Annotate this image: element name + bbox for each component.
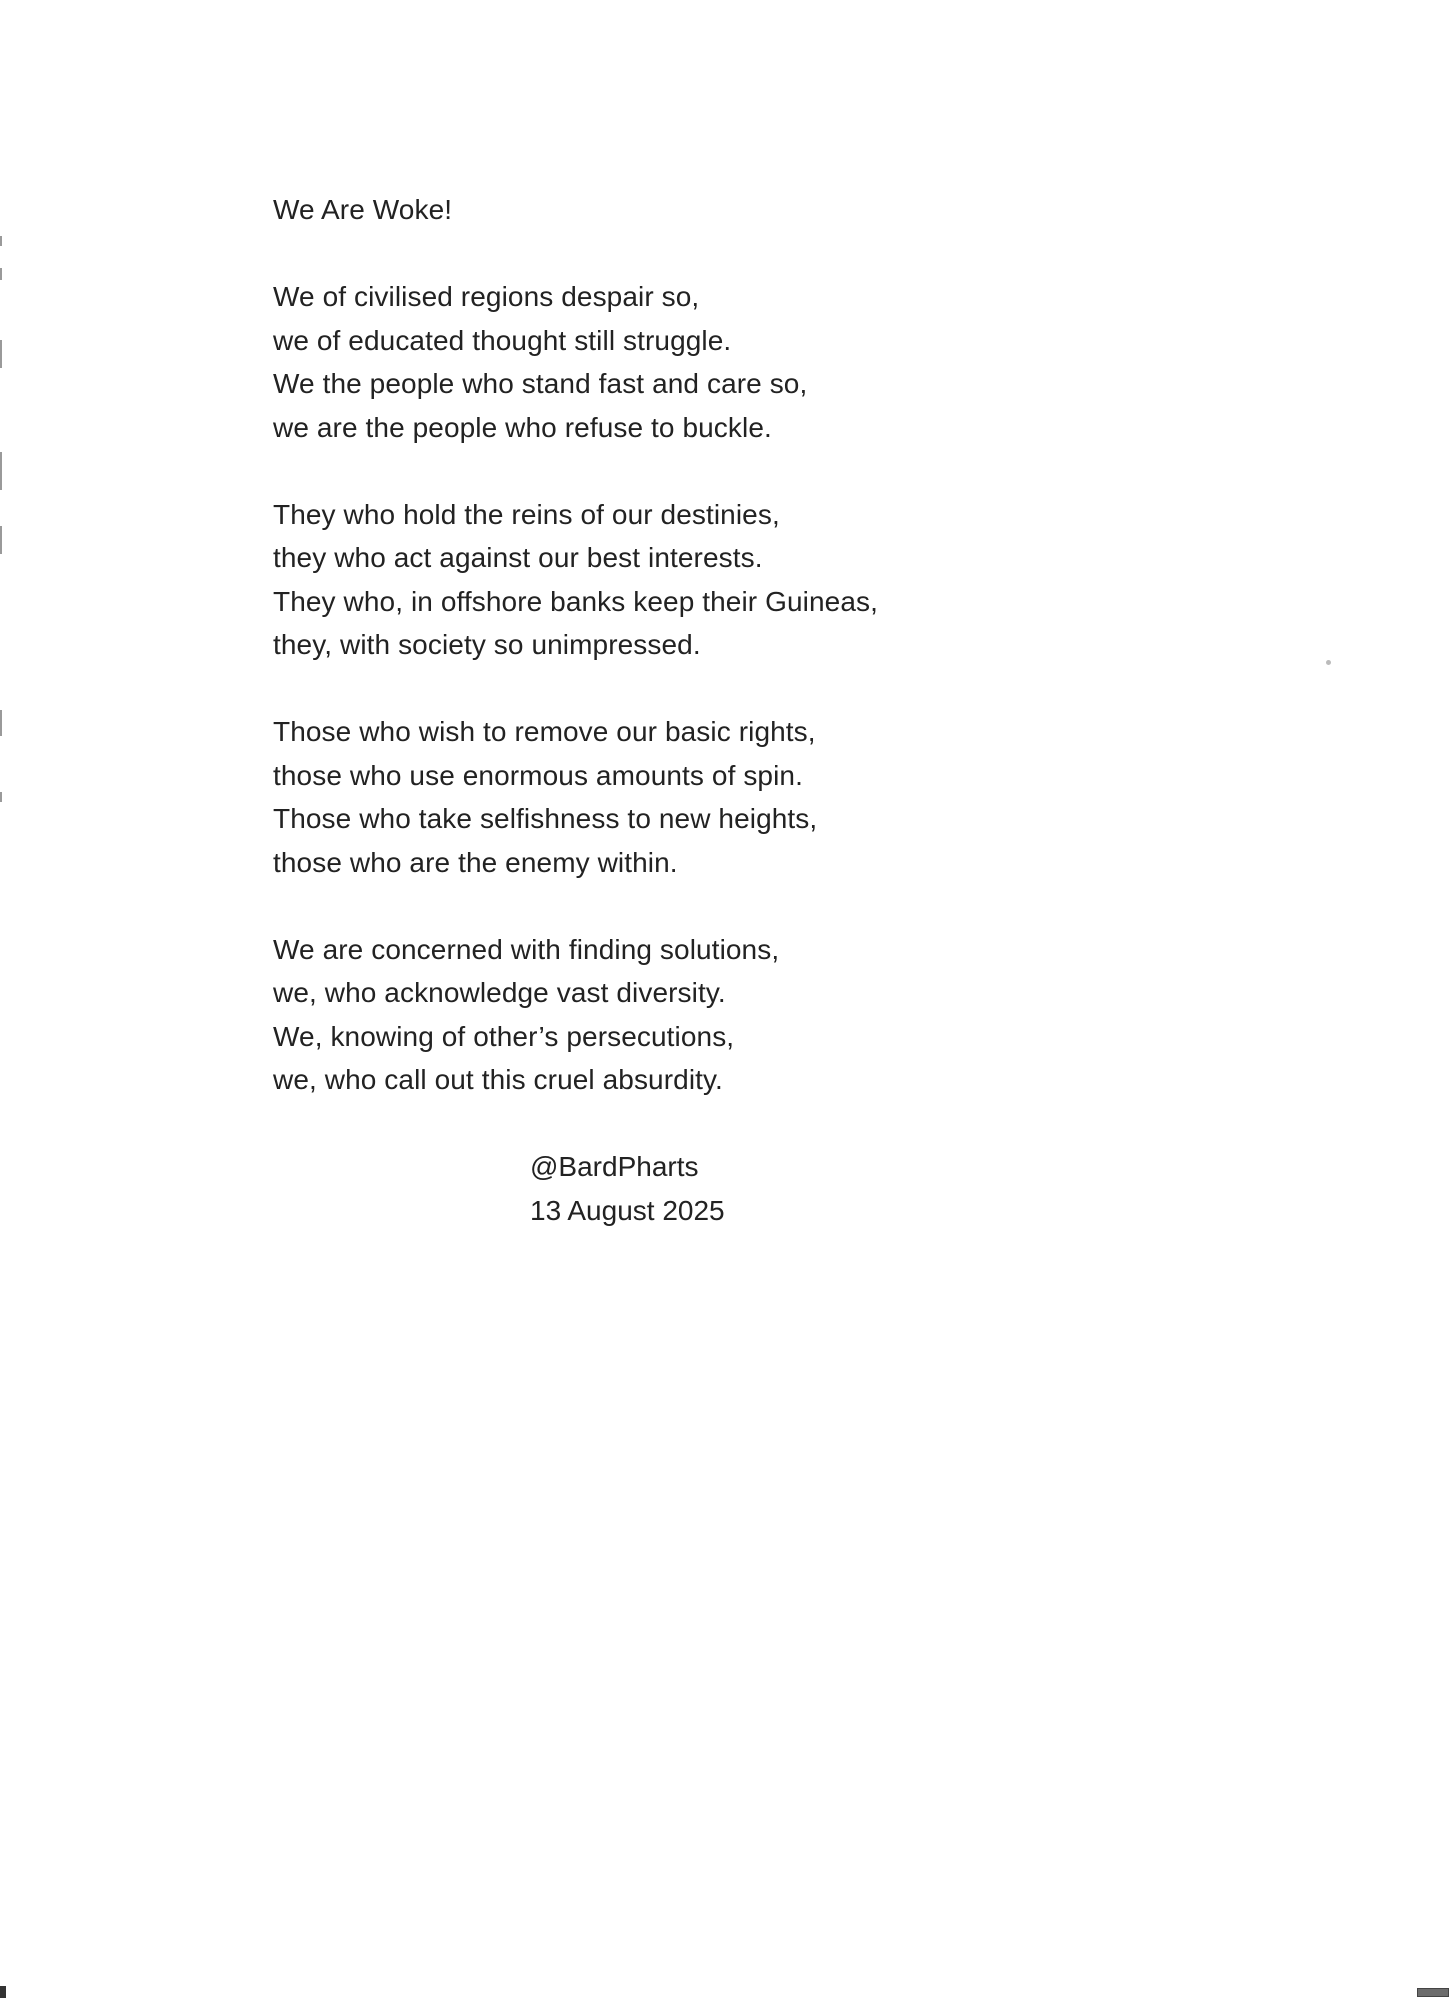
scan-speck [1326,660,1331,665]
poem-line: We of civilised regions despair so, [273,281,700,312]
poem-line: They who hold the reins of our destinies, [273,498,780,530]
poem-line: we of educated thought still struggle. [273,324,732,356]
scan-artifact [0,268,2,280]
poem-line: We the people who stand fast and care so, [273,368,808,399]
stanza [273,710,1093,884]
poem-line: Those who wish to remove our basic rights, [273,716,816,747]
poem-line: We are concerned with finding solutions, [273,933,780,965]
scan-artifact [0,340,2,368]
scan-artifact [0,526,2,554]
poem-title: We Are Woke! [273,194,453,225]
poem-line: those who use enormous amounts of spin. [273,759,803,791]
poem-line: We, knowing of other’s persecutions, [273,1020,735,1052]
scan-artifact [1417,1988,1449,1997]
poem-line: we are the people who refuse to buckle. [273,411,772,443]
scan-artifact [0,1986,6,1998]
poem-line: they who act against our best interests. [273,542,763,573]
poem [273,188,1093,1102]
poem-line: They who, in offshore banks keep their Guineas, [273,585,878,617]
poem-line: Those who take selfishness to new heights, [273,803,818,834]
poem-line: we, who acknowledge vast diversity. [273,977,726,1008]
poem-line: those who are the enemy within. [273,846,678,878]
scan-artifact [0,710,2,736]
poem-date: 13 August 2025 [530,1194,725,1226]
signature-block [530,1145,725,1232]
poem-line: they, with society so unimpressed. [273,629,701,660]
stanza [273,275,1093,449]
author-handle: @BardPharts [530,1151,699,1182]
scan-artifact [0,452,2,490]
stanza [273,928,1093,1102]
stanza [273,493,1093,667]
scan-artifact [0,792,2,802]
scan-artifact [0,236,2,246]
poem-line: we, who call out this cruel absurdity. [273,1064,723,1095]
